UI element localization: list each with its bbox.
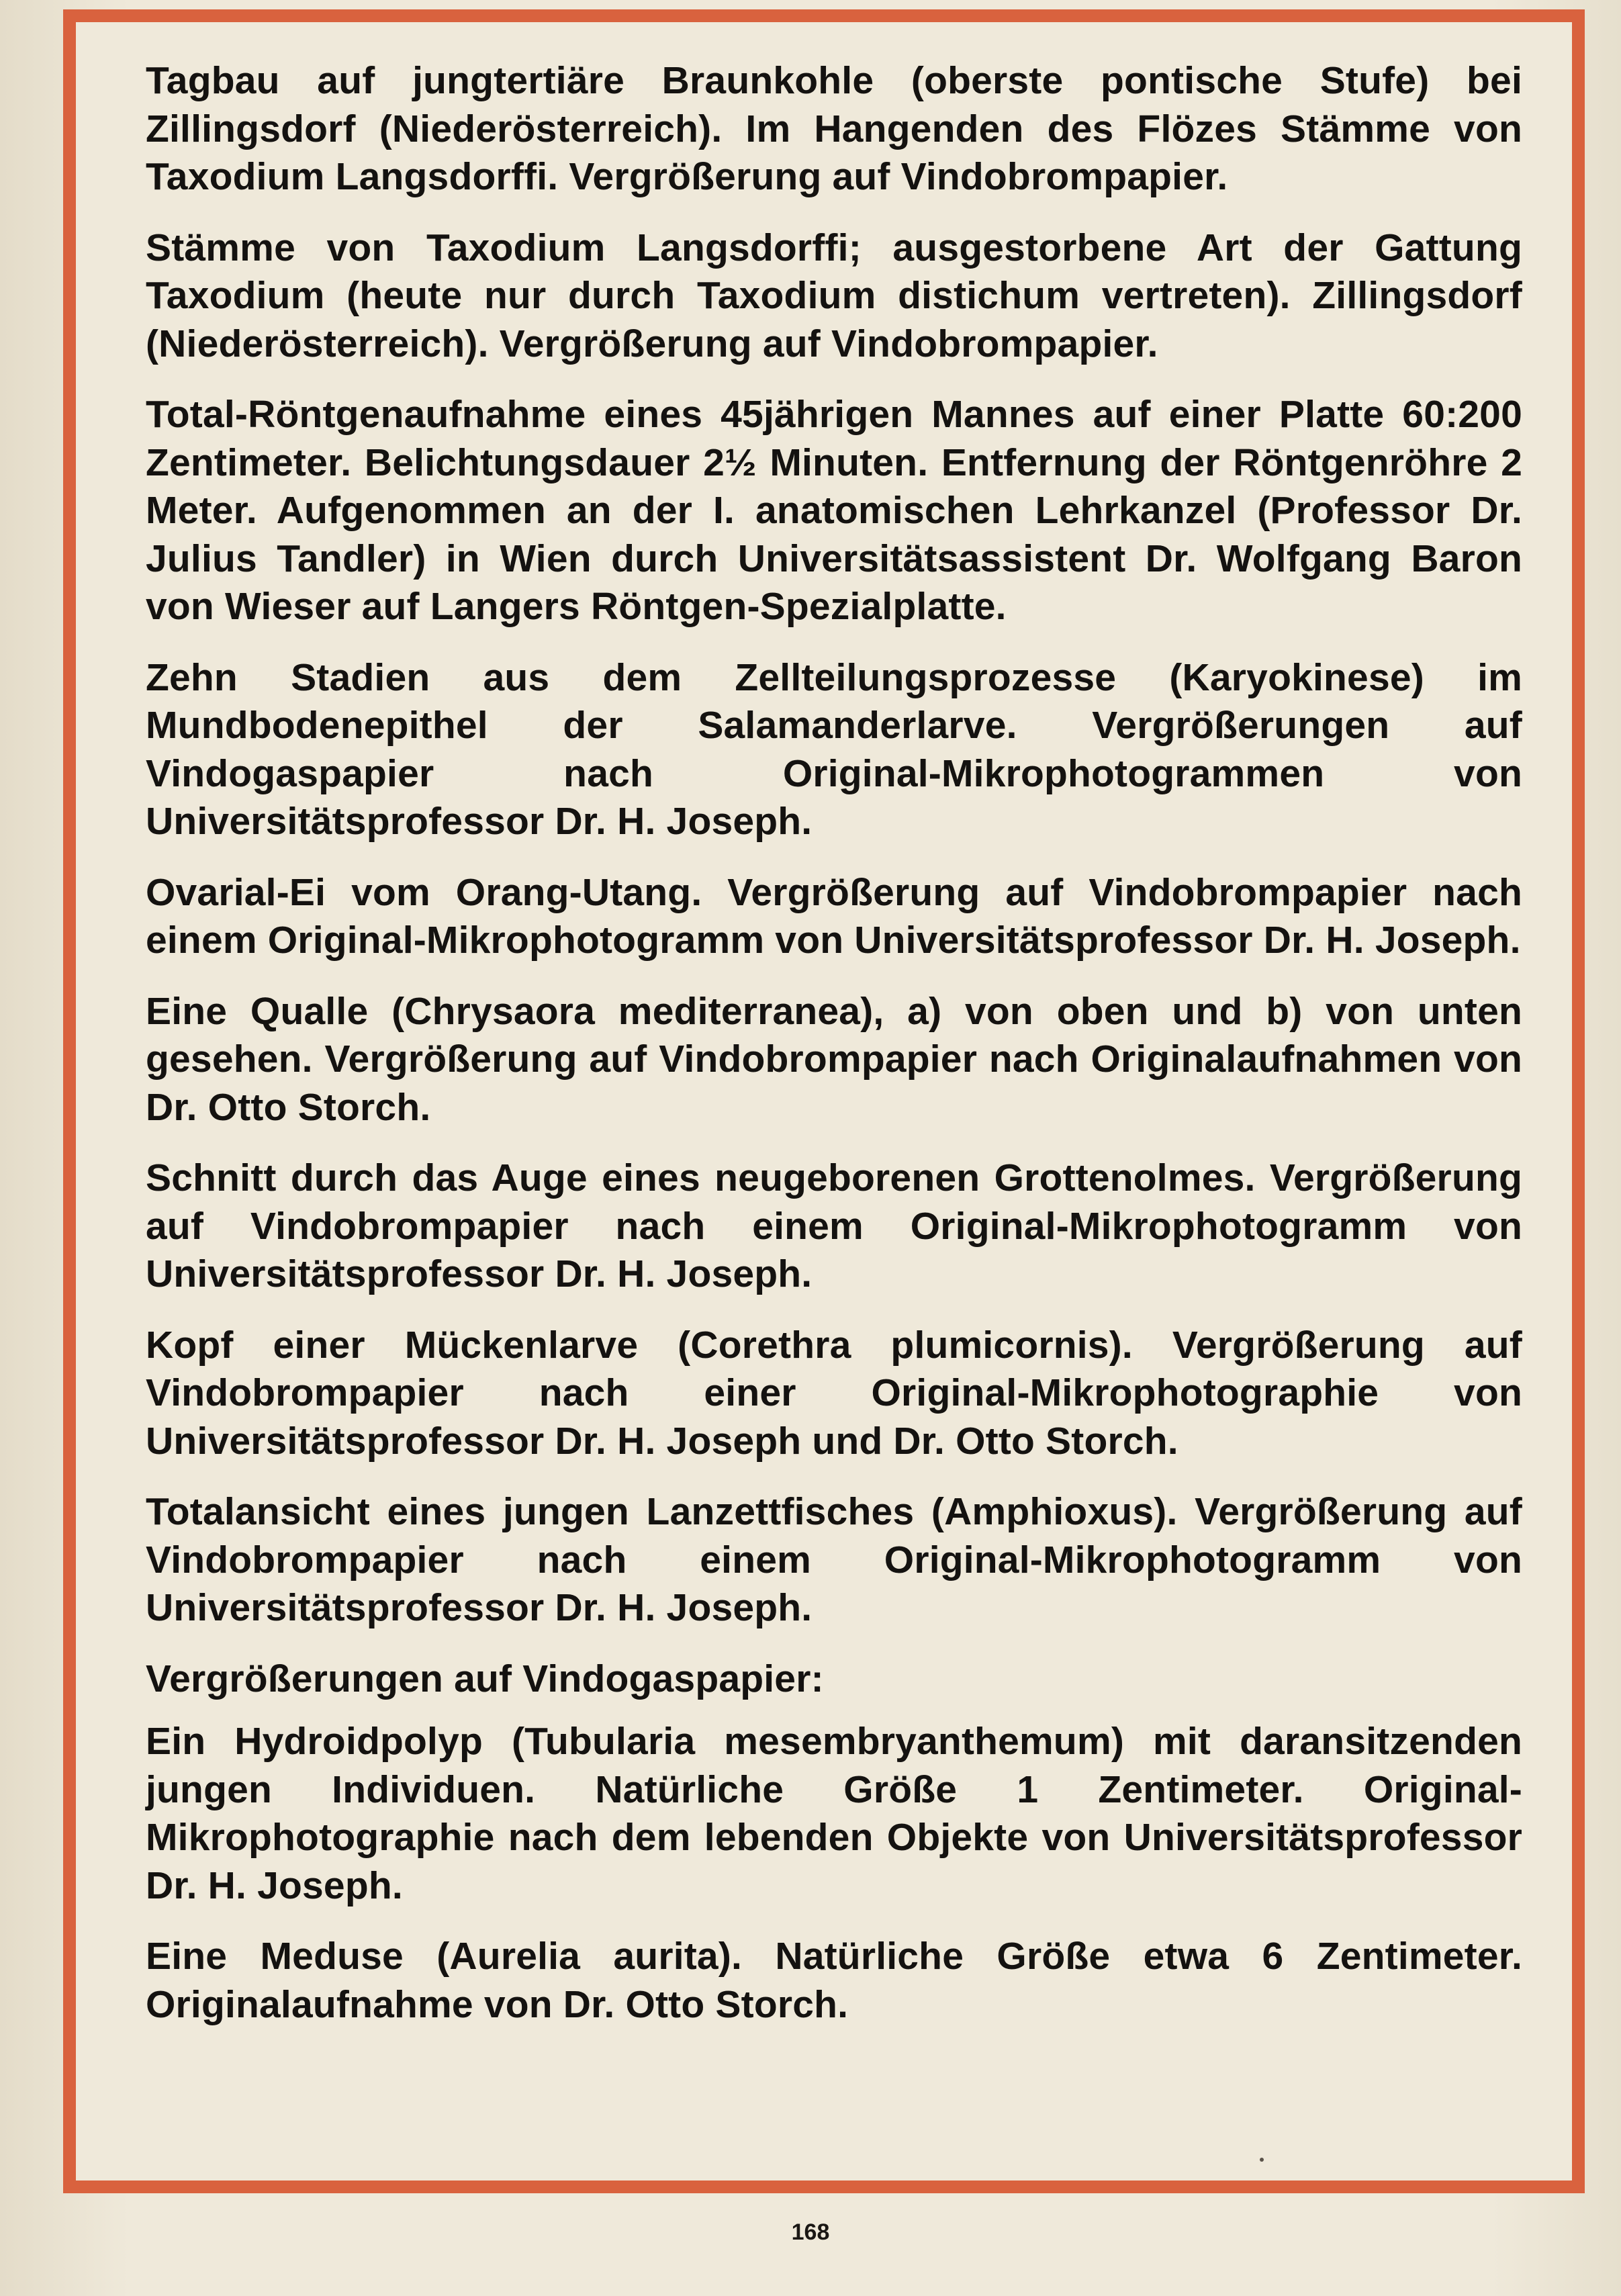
caption-paragraph: Tagbau auf jungtertiäre Braunkohle (oberste pontische Stufe) bei Zillingsdorf (Niederösterreich). Im Hangenden des Flözes Stämme von Taxodium Langsdorffi. Vergrößerung auf Vindobrompapier. (146, 59, 1522, 198)
orange-border-frame (63, 9, 1585, 2193)
caption-paragraph: Stämme von Taxodium Langsdorffi; ausgestorbene Art der Gattung Taxodium (heute nur durch Taxodium distichum vertreten). Zillingsdorf (Niederösterreich). Vergrößerung auf Vindobrompapier. (146, 226, 1522, 365)
section-subheading: Vergrößerungen auf Vindogaspapier: (146, 1657, 824, 1700)
caption-paragraph: Zehn Stadien aus dem Zellteilungsprozesse (Karyokinese) im Mundbodenepithel der Salamanderlarve. Vergrößerungen auf Vindogaspapier nach Original-Mikrophotogrammen von Universitätsprofessor Dr. H. Joseph. (146, 655, 1522, 843)
caption-paragraph: Eine Qualle (Chrysaora mediterranea), a) von oben und b) von unten gesehen. Vergrößerung auf Vindobrompapier nach Originalaufnahmen von Dr. Otto Storch. (146, 989, 1522, 1129)
caption-paragraph: Kopf einer Mückenlarve (Corethra plumicornis). Vergrößerung auf Vindobrompapier nach einer Original-Mikrophotographie von Universitätsprofessor Dr. H. Joseph und Dr. Otto Storch. (146, 1323, 1522, 1463)
caption-list (146, 57, 1522, 2052)
caption-paragraph: Totalansicht eines jungen Lanzettfisches (Amphioxus). Vergrößerung auf Vindobrompapier nach einem Original-Mikrophotogramm von Universitätsprofessor Dr. H. Joseph. (146, 1490, 1522, 1629)
caption-paragraph: Total-Röntgenaufnahme eines 45jährigen Mannes auf einer Platte 60:200 Zentimeter. Belichtungsdauer 2½ Minuten. Entfernung der Röntgenröhre 2 Meter. Aufgenommen an der I. anatomischen Lehrkanzel (Professor Dr. Julius Tandler) in Wien durch Universitätsassistent Dr. Wolfgang Baron von Wieser auf Langers Röntgen-Spezialplatte. (146, 393, 1522, 628)
caption-paragraph: Ovarial-Ei vom Orang-Utang. Vergrößerung auf Vindobrompapier nach einem Original-Mikrophotogramm von Universitätsprofessor Dr. H. Joseph. (146, 870, 1522, 962)
ink-speck (1260, 2158, 1264, 2162)
caption-paragraph: Ein Hydroidpolyp (Tubularia mesembryanthemum) mit daransitzenden jungen Individuen. Natürliche Größe 1 Zentimeter. Original-Mikrophotographie nach dem lebenden Objekte von Universitätsprofessor Dr. H. Joseph. (146, 1720, 1522, 1907)
caption-paragraph: Schnitt durch das Auge eines neugeborenen Grottenolmes. Vergrößerung auf Vindobrompapier nach einem Original-Mikrophotogramm von Universitätsprofessor Dr. H. Joseph. (146, 1156, 1522, 1295)
page-number: 168 (791, 2219, 830, 2245)
caption-paragraph: Eine Meduse (Aurelia aurita). Natürliche Größe etwa 6 Zentimeter. Originalaufnahme von Dr. Otto Storch. (146, 1935, 1522, 2026)
